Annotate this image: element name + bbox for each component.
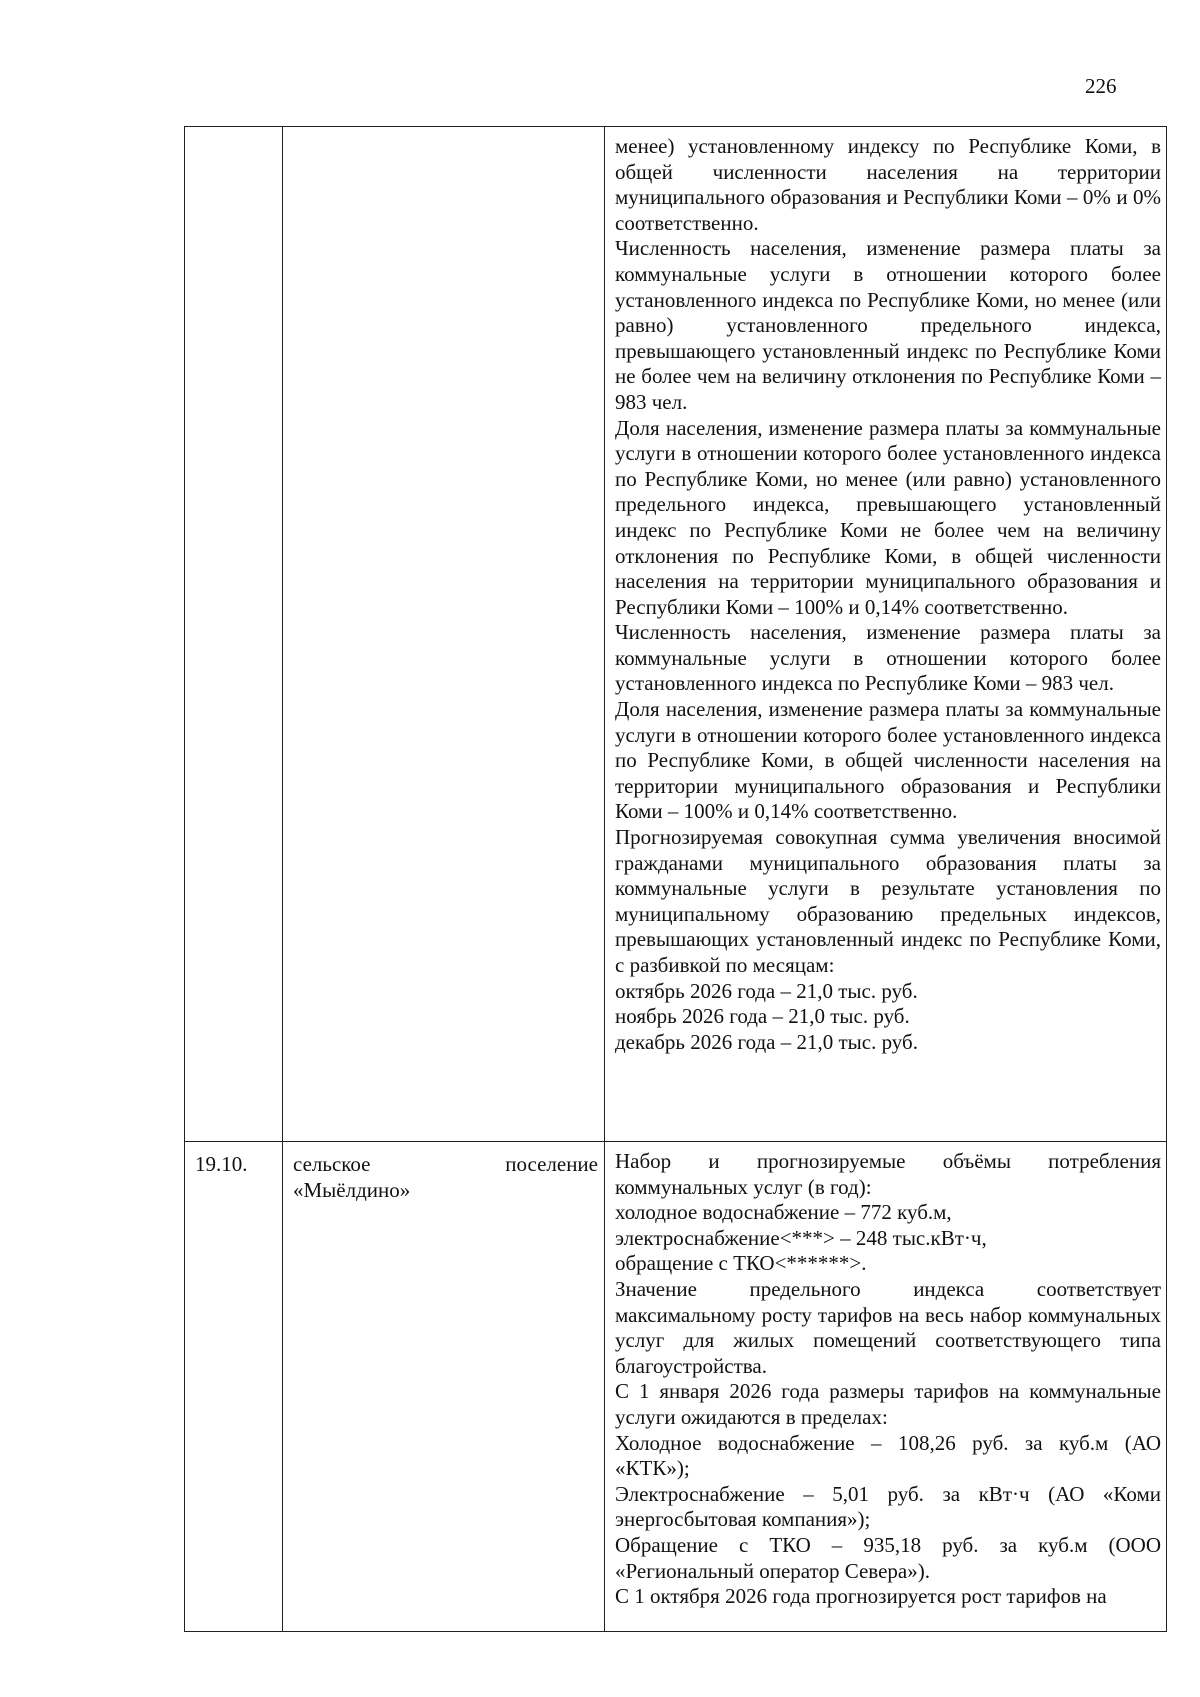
paragraph: Численность населения, изменение размера платы за коммунальные услуги в отношении которого более установленного индекса по Республике Коми, но менее (или равно) установленного предельного индекса, превышающего установленный индекс по Республике Коми не более чем на величину отклонения по Республике Коми – 983 чел. [615,236,1161,414]
paragraph: Набор и прогнозируемые объёмы потребления коммунальных услуг (в год): [615,1149,1161,1199]
paragraph: Доля населения, изменение размера платы за коммунальные услуги в отношении которого более установленного индекса по Республике Коми, в общей численности населения на территории муниципального образования и Республики Коми – 100% и 0,14% соответственно. [615,697,1161,824]
paragraph: октябрь 2026 года – 21,0 тыс. руб. [615,978,918,1003]
paragraph: Значение предельного индекса соответствует максимальному росту тарифов на весь набор коммунальных услуг для жилых помещений соответствующего типа благоустройства. [615,1276,1161,1378]
table-row [185,127,1167,1142]
municipality-cell [283,1142,605,1632]
paragraph: Обращение с ТКО – 935,18 руб. за куб.м (ООО «Региональный оператор Севера»). [615,1532,1161,1583]
table-row [185,1142,1167,1632]
paragraph: Прогнозируемая совокупная сумма увеличения вносимой гражданами муниципального образования платы за коммунальные услуги в результате установления по муниципальному образованию предельных индексов, превышающих установленный индекс по Республике Коми, с разбивкой по месяцам: [615,825,1161,977]
row-number-cell: 19.10. [185,1142,283,1632]
index-table [184,126,1167,1632]
paragraph: С 1 октября 2026 года прогнозируется рост тарифов на [615,1584,1107,1609]
paragraph: декабрь 2026 года – 21,0 тыс. руб. [615,1029,918,1054]
paragraph: Электроснабжение – 5,01 руб. за кВт·ч (АО «Коми энергосбытовая компания»); [615,1481,1161,1532]
paragraph: электроснабжение<***> – 248 тыс.кВт·ч, [615,1225,987,1250]
paragraph: Численность населения, изменение размера платы за коммунальные услуги в отношении которого более установленного индекса по Республике Коми – 983 чел. [615,620,1161,696]
paragraph: С 1 января 2026 года размеры тарифов на коммунальные услуги ожидаются в пределах: [615,1379,1161,1429]
description-cell [605,1142,1167,1632]
municipality-cell [283,127,605,1142]
paragraph: обращение с ТКО<******>. [615,1251,867,1276]
paragraph: менее) установленному индексу по Республике Коми, в общей численности населения на территории муниципального образования и Республики Коми – 0% и 0% соответственно. [615,134,1161,235]
description-cell [605,127,1167,1142]
paragraph: ноябрь 2026 года – 21,0 тыс. руб. [615,1004,910,1029]
paragraph: Холодное водоснабжение – 108,26 руб. за куб.м (АО «КТК»); [615,1430,1161,1481]
row-number-cell [185,127,283,1142]
municipality-name: «Мыёлдино» [293,1177,411,1202]
paragraph: холодное водоснабжение – 772 куб.м, [615,1200,952,1225]
municipality-type: сельское поселение [293,1152,598,1176]
page-number: 226 [1085,74,1117,98]
paragraph: Доля населения, изменение размера платы за коммунальные услуги в отношении которого более установленного индекса по Республике Коми, но менее (или равно) установленного предельного индекса, превышающего установленный индекс по Республике Коми не более чем на величину отклонения по Республике Коми, в общей численности населения на территории муниципального образования и Республики Коми – 100% и 0,14% соответственно. [615,415,1161,619]
